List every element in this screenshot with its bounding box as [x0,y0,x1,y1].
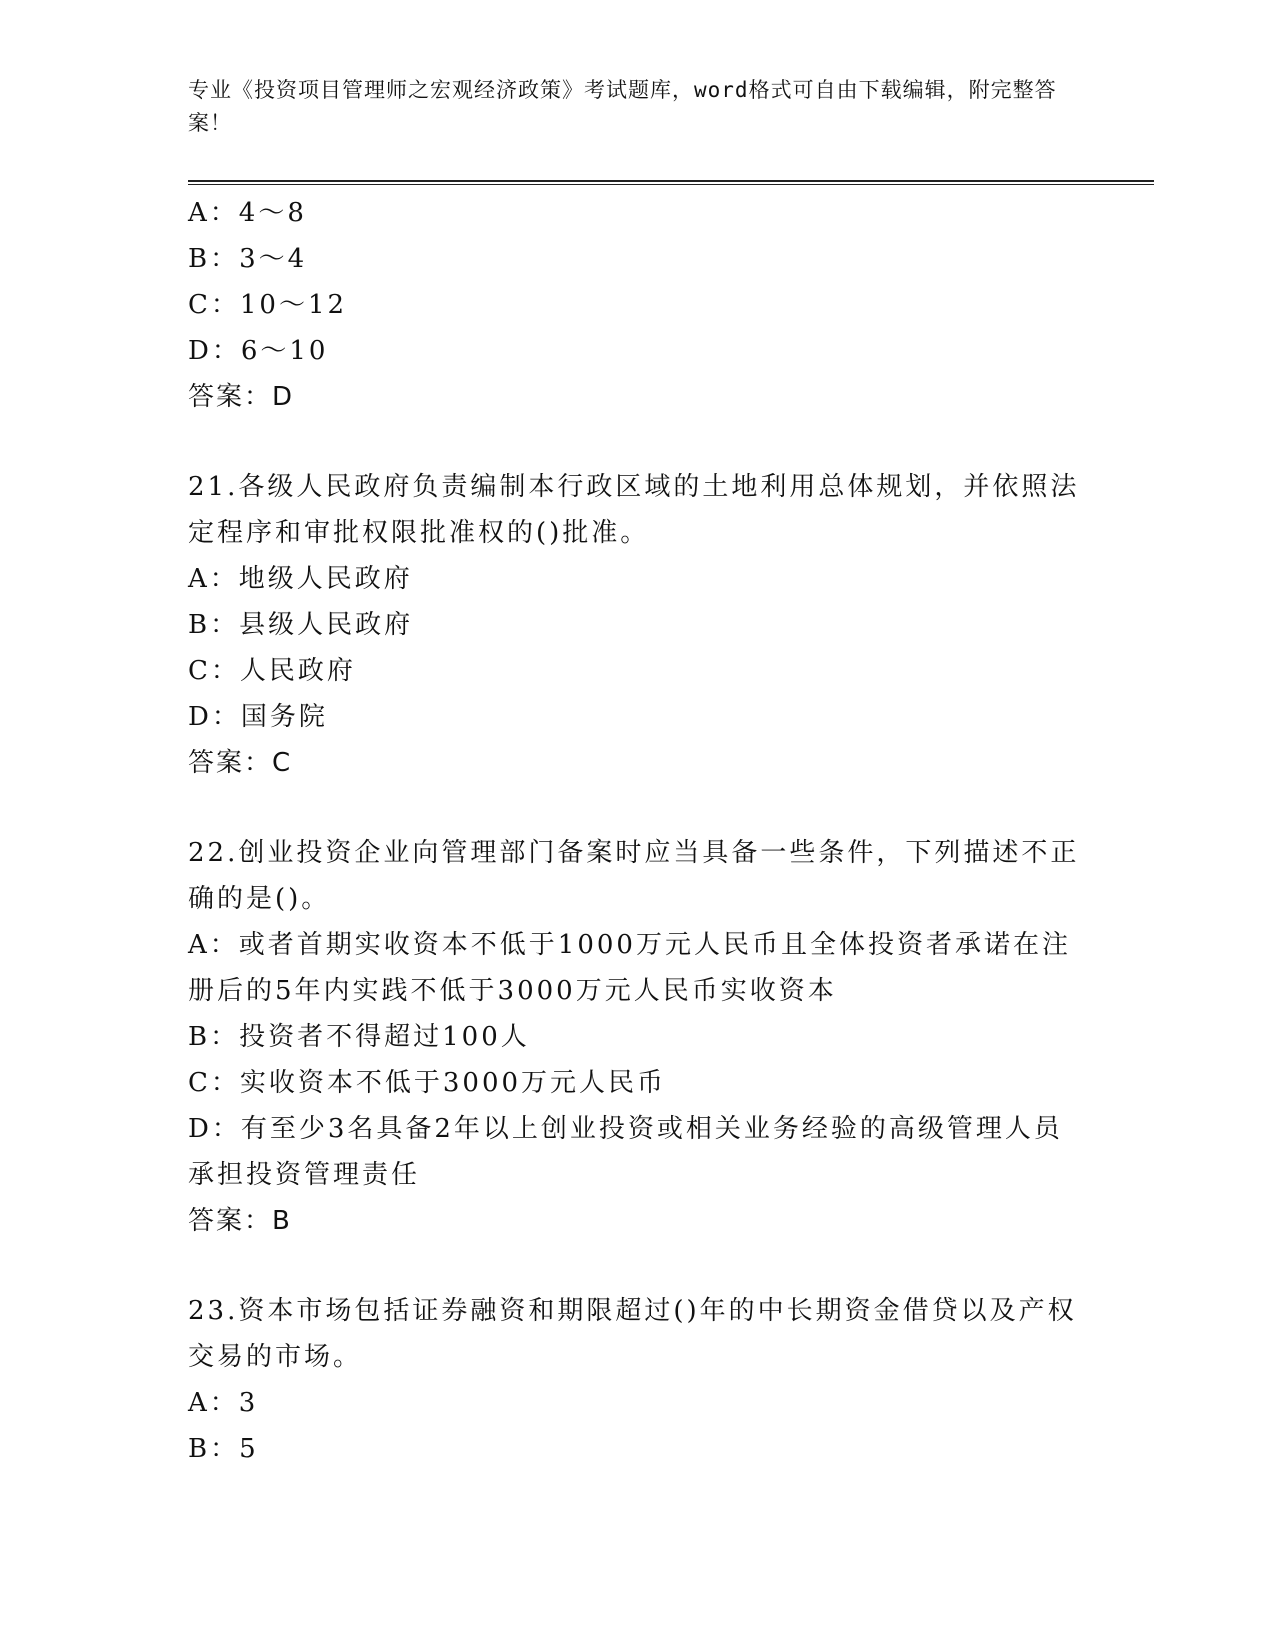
option-a: A：地级人民政府 [188,564,413,594]
option-b: B：县级人民政府 [188,610,414,640]
answer-line: 答案：D [188,382,295,412]
answer-line: 答案：B [188,1206,292,1236]
option-c: C：实收资本不低于3000万元人民币 [188,1068,667,1098]
answer-line: 答案：C [188,748,293,778]
question-block-23 [188,1288,1088,1472]
header-text: 专业《投资项目管理师之宏观经济政策》考试题库，word格式可自由下载编辑，附完整答案！ [188,78,1057,135]
question-stem: 21.各级人民政府负责编制本行政区域的土地利用总体规划，并依照法定程序和审批权限批准权的()批准。 [188,472,1080,548]
header-divider [188,180,1154,182]
document-body [188,190,1088,1472]
option-d: D：6～10 [188,336,329,366]
option-a: A：或者首期实收资本不低于1000万元人民币且全体投资者承诺在注册后的5年内实践不低于3000万元人民币实收资本 [188,930,1071,1006]
option-d: D：有至少3名具备2年以上创业投资或相关业务经验的高级管理人员承担投资管理责任 [188,1114,1063,1190]
option-b: B：5 [188,1434,259,1464]
option-c: C：人民政府 [188,656,356,686]
option-b: B：3～4 [188,244,308,274]
option-d: D：国务院 [188,702,328,732]
page-header [188,74,1088,140]
question-stem: 22.创业投资企业向管理部门备案时应当具备一些条件，下列描述不正确的是()。 [188,838,1080,914]
option-c: C：10～12 [188,290,348,320]
header-divider-thin [188,184,1154,185]
option-a: A：4～8 [188,198,307,228]
question-block-21 [188,464,1088,786]
question-block-prev [188,190,1088,420]
option-a: A：3 [188,1388,259,1418]
option-b: B：投资者不得超过100人 [188,1022,530,1052]
question-block-22 [188,830,1088,1244]
question-stem: 23.资本市场包括证券融资和期限超过()年的中长期资金借贷以及产权交易的市场。 [188,1296,1077,1372]
